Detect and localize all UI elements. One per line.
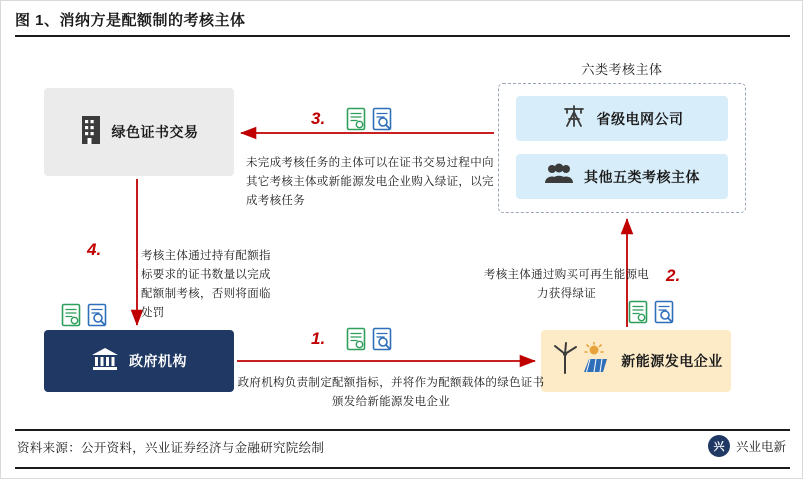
subnode-label: 其他五类考核主体	[584, 168, 700, 185]
node-label: 新能源发电企业	[621, 353, 723, 369]
footer-divider-top	[15, 429, 790, 431]
certificate-icons-3	[346, 107, 392, 136]
node-green-certificate-trading	[44, 88, 234, 176]
node-government-agency	[44, 330, 234, 392]
certificate-icons-1	[346, 327, 392, 356]
page-title: 图 1、消纳方是配额制的考核主体	[15, 12, 246, 29]
step-number-1: 1.	[311, 329, 326, 348]
node-provincial-grid-company	[516, 96, 728, 141]
brand-label: 兴业电新	[735, 440, 786, 454]
certificate-search-icon	[372, 107, 392, 136]
node-label: 绿色证书交易	[111, 124, 199, 140]
subnode-label: 省级电网公司	[596, 110, 684, 127]
step-number-4: 4.	[87, 240, 102, 259]
certificate-icons-4	[61, 303, 107, 332]
node-label: 政府机构	[129, 353, 187, 369]
node-new-energy-generation-enterprise	[541, 330, 731, 392]
step-number-3: 3.	[311, 109, 326, 128]
footer-divider-bottom	[15, 467, 790, 469]
building-icon	[80, 114, 102, 151]
certificate-icon	[628, 300, 648, 329]
brand-badge	[708, 435, 786, 457]
wind-solar-icon	[549, 342, 611, 381]
diagram-canvas	[1, 37, 803, 429]
certificate-icons-2	[628, 300, 674, 329]
step-number-2: 2.	[666, 266, 681, 285]
certificate-search-icon	[87, 303, 107, 332]
certificate-icon	[346, 107, 366, 136]
node-other-five-assessment-subjects	[516, 154, 728, 199]
transmission-tower-icon	[561, 103, 587, 134]
certificate-search-icon	[654, 300, 674, 329]
group-title: 六类考核主体	[581, 62, 663, 77]
step-text-2: 考核主体通过购买可再生能源电力获得绿证	[483, 269, 650, 300]
source-note: 资料来源：公开资料，兴业证券经济与金融研究院绘制	[17, 441, 325, 455]
step-text-4: 考核主体通过持有配额指标要求的证书数量以完成配额制考核，否则将面临处罚	[141, 250, 271, 319]
certificate-icon	[61, 303, 81, 332]
certificate-icon	[346, 327, 366, 356]
brand-logo-icon: 兴	[708, 435, 730, 457]
step-text-1: 政府机构负责制定配额指标，并将作为配额载体的绿色证书颁发给新能源发电企业	[237, 377, 545, 408]
government-bank-icon	[91, 346, 119, 377]
certificate-search-icon	[372, 327, 392, 356]
step-text-3: 未完成考核任务的主体可以在证书交易过程中向其它考核主体或新能源发电企业购入绿证，以完成考核任务	[246, 157, 494, 207]
figure-title-bar	[15, 9, 790, 37]
people-group-icon	[544, 163, 574, 190]
